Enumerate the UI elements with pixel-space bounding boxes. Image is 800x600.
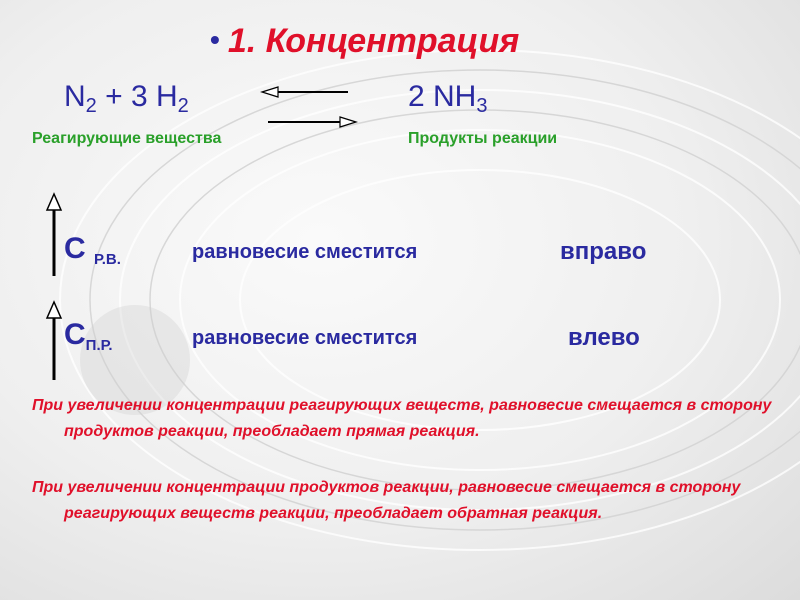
direction-left: влево: [568, 324, 640, 351]
n-subscript: 2: [85, 95, 97, 117]
nh-subscript: 3: [476, 95, 488, 117]
paragraph-2: При увеличении концентрации продуктов реакции, равновесие смещается в сторону реагирующих веществ реакции, преобладает обратная реакция.: [32, 479, 741, 522]
reactants-label: Реагирующие вещества: [32, 130, 222, 147]
concentration-reactants: [64, 232, 121, 268]
c-symbol: С: [64, 232, 94, 265]
concentration-products: [64, 318, 113, 354]
products-label: Продукты реакции: [408, 130, 558, 147]
title-bullet: •: [210, 24, 220, 55]
paragraph-1: При увеличении концентрации реагирующих веществ, равновесие смещается в сторону продуктов реакции, преобладает прямая реакция.: [32, 397, 772, 440]
equation-reactants: [64, 80, 189, 118]
direction-right: вправо: [560, 238, 647, 265]
slide-title: [210, 22, 519, 61]
equilibrium-arrows-icon: [260, 84, 360, 130]
up-arrow-icon: [42, 192, 66, 276]
shift-text-2: равновесие сместится: [192, 327, 418, 349]
shift-text-1: равновесие сместится: [192, 241, 418, 263]
nh-symbol: 2 NH: [408, 80, 477, 113]
up-arrow-icon: [42, 300, 66, 380]
h-symbol: + 3 H: [96, 80, 178, 113]
h-subscript: 2: [177, 95, 189, 117]
title-text: 1. Концентрация: [227, 22, 520, 60]
n-symbol: N: [64, 80, 86, 113]
c-subscript-pr: П.Р.: [85, 337, 113, 354]
c-subscript-rv: Р.В.: [94, 251, 121, 268]
c-symbol: С: [64, 318, 86, 351]
equation-products: [408, 80, 487, 118]
